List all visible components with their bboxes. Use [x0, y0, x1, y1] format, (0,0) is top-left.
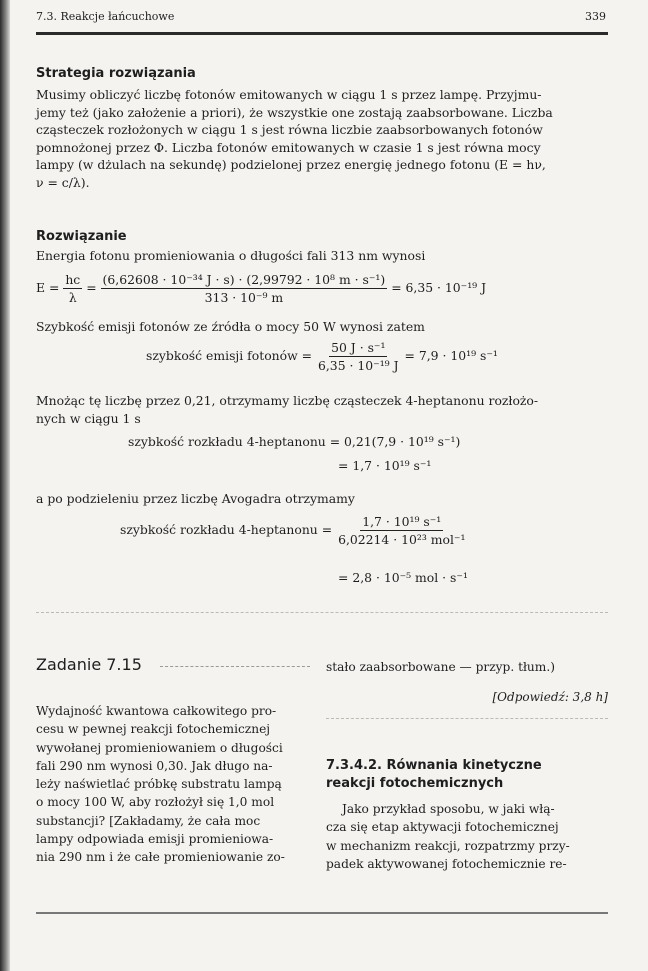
fraction-energy-values: $\frac{\text{(6,62608 · 10⁻³⁴ J · s) · (2,99792 · 10⁸ m · s⁻¹)}}{\text{313 · 10⁻⁹ m}}$ — [102, 272, 386, 305]
text-line: Musimy obliczyć liczbę fotonów emitowanych w ciągu 1 s przez lampę. Przyjmu- — [36, 87, 542, 102]
exercise-text: Wydajność kwantowa całkowitego pro- cesu w pewnej reakcji fotochemicznej wywołanej promieniowaniem o długości fali 290 nm wynosi 0,30. Jak długo na- leży naświetlać próbkę substratu lampą o mocy 100 W, aby rozłożył się 1,0 mol substancji? [Zakładamy, że cała moc lampy odpowiada emisji promieniowa- nia 290 nm i że całe promieniowanie zo- — [36, 704, 285, 865]
strategy-paragraph — [36, 86, 602, 192]
equation-decomposition-rate: szybkość rozkładu 4-heptanonu = 0,21(7,9 · 10¹⁹ s⁻¹) — [128, 434, 461, 449]
equation-photon-energy: E = $\frac{hc}{\lambda}$ = $\frac{\text{(6,62608 · 10⁻³⁴ J · s) · (2,99792 · 10⁸ m · s⁻¹)}}{\text{313 · 10⁻⁹ m}}$ = 6,35 · 10⁻¹⁹ J — [36, 272, 487, 305]
solution-line3: Mnożąc tę liczbę przez 0,21, otrzymamy liczbę cząsteczek 4-heptanonu rozłożo- nych w ciągu 1 s — [36, 393, 539, 426]
fraction-emission: $\frac{\text{50 J · s⁻¹}}{\text{6,35 · 10⁻¹⁹ J}}$ — [317, 340, 399, 373]
column-divider — [326, 718, 608, 719]
running-header-section: 7.3. Reakcje łańcuchowe — [36, 10, 175, 23]
equation-molar-rate: szybkość rozkładu 4-heptanonu = $\frac{\text{1,7 · 10¹⁹ s⁻¹}}{\text{6,02214 · 10²³ mol⁻¹}}$ — [120, 514, 466, 547]
solution-line2: Szybkość emisji fotonów ze źródła o mocy 50 W wynosi zatem — [36, 319, 425, 334]
fraction-molar: $\frac{\text{1,7 · 10¹⁹ s⁻¹}}{\text{6,02214 · 10²³ mol⁻¹}}$ — [338, 514, 466, 547]
solution-heading: Rozwiązanie — [36, 229, 127, 244]
eq-lhs: E = — [36, 280, 60, 295]
equation-emission-rate: szybkość emisji fotonów = $\frac{\text{50 J · s⁻¹}}{\text{6,35 · 10⁻¹⁹ J}}$ = 7,9 · 10¹⁹ s⁻¹ — [146, 340, 498, 373]
equation-decomposition-result: = 1,7 · 10¹⁹ s⁻¹ — [338, 458, 432, 473]
exercise-title: Zadanie 7.15 — [36, 655, 142, 674]
subsection-text: Jako przykład sposobu, w jaki włą- cza się etap aktywacji fotochemicznej w mechanizm reakcji, rozpatrzmy przy- padek aktywowanej fotochemicznie re- — [326, 802, 570, 871]
eq-result: = 6,35 · 10⁻¹⁹ J — [391, 280, 487, 295]
page-number: 339 — [585, 10, 606, 23]
subsection-heading: 7.3.4.2. Równania kinetyczne reakcji fotochemicznych — [326, 758, 542, 791]
text-line: pomnożonej przez Φ. Liczba fotonów emitowanych w czasie 1 s jest równa mocy — [36, 139, 541, 155]
solution-intro: Energia fotonu promieniowania o długości fali 313 nm wynosi — [36, 248, 426, 263]
exercise-continuation: stało zaabsorbowane — przyp. tłum.) — [326, 660, 555, 674]
header-rule — [36, 32, 608, 35]
solution-line4: a po podzieleniu przez liczbę Avogadra otrzymamy — [36, 491, 355, 506]
equation-molar-result: = 2,8 · 10⁻⁵ mol · s⁻¹ — [338, 570, 468, 585]
text-line: jemy też (jako założenie a priori), że wszystkie one zostają zaabsorbowane. Liczba — [36, 104, 553, 120]
exercise-title-rule — [160, 666, 310, 667]
fraction-hc-lambda: $\frac{hc}{\lambda}$ — [65, 272, 81, 305]
text-line: lampy (w dżulach na sekundę) podzielonej przez energię jednego fotonu (E = hν, — [36, 157, 546, 173]
footer-rule — [36, 912, 608, 914]
exercise-answer: [Odpowiedź: 3,8 h] — [492, 690, 608, 704]
text-line: cząsteczek rozłożonych w ciągu 1 s jest równa liczbie zaabsorbowanych fotonów — [36, 122, 543, 138]
section-divider — [36, 612, 608, 613]
strategy-heading: Strategia rozwiązania — [36, 66, 196, 81]
text-line: ν = c/λ). — [36, 174, 90, 190]
